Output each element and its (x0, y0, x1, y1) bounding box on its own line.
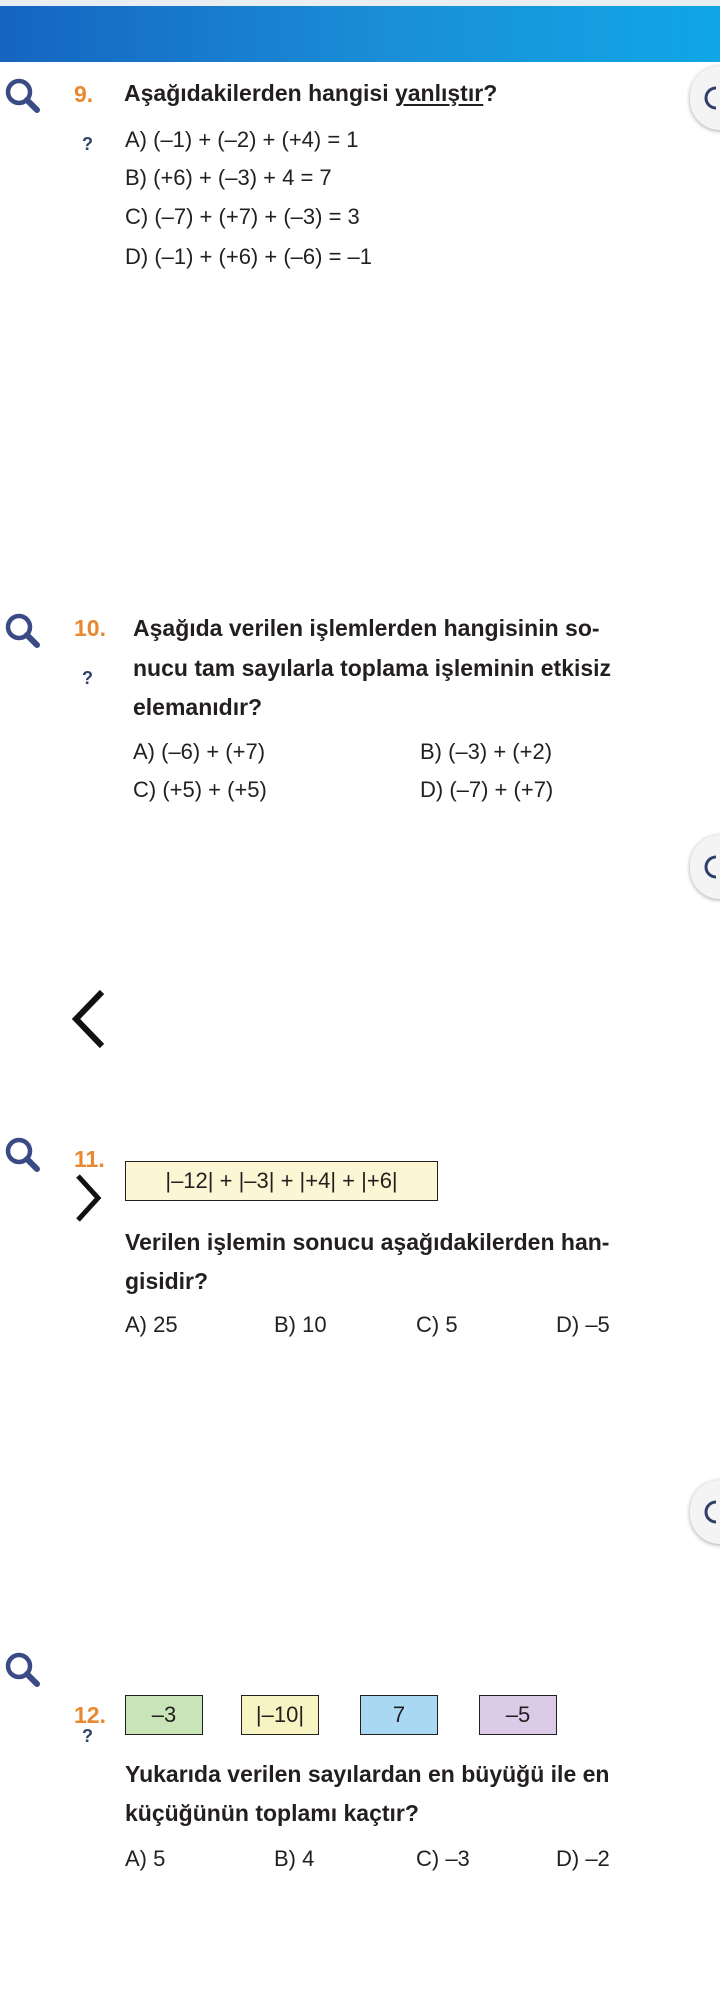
chevron-right-icon[interactable] (72, 1172, 104, 1229)
question-9-option-a[interactable]: A) (–1) + (–2) + (+4) = 1 (125, 127, 359, 152)
search-icon[interactable] (2, 611, 42, 651)
question-9-text-before: Aşağıdakilerden hangisi (124, 80, 395, 106)
question-9-text (124, 74, 497, 112)
question-11-number: 11. (74, 1146, 105, 1172)
question-12-line-2: küçüğünün toplamı kaçtır? (125, 1800, 419, 1826)
question-11-option-a[interactable]: A) 25 (125, 1312, 178, 1337)
question-12-option-b[interactable]: B) 4 (274, 1846, 315, 1871)
question-12-option-c[interactable]: C) –3 (416, 1846, 470, 1871)
question-11-expression: |–12| + |–3| + |+4| + |+6| (125, 1161, 438, 1201)
question-10-option-b[interactable]: B) (–3) + (+2) (420, 739, 553, 764)
question-mark-icon[interactable]: ? (82, 1726, 93, 1746)
number-box-2: |–10| (241, 1695, 319, 1735)
question-11-option-d[interactable]: D) –5 (556, 1312, 610, 1337)
side-tab-icon[interactable] (690, 835, 720, 899)
header-band (0, 0, 720, 62)
question-12-option-a[interactable]: A) 5 (125, 1846, 166, 1871)
question-11-option-b[interactable]: B) 10 (274, 1312, 327, 1337)
question-12-option-d[interactable]: D) –2 (556, 1846, 610, 1871)
question-11-line-2: gisidir? (125, 1268, 209, 1294)
question-11-option-c[interactable]: C) 5 (416, 1312, 458, 1337)
question-9-option-b[interactable]: B) (+6) + (–3) + 4 = 7 (125, 165, 332, 190)
question-9-number: 9. (74, 81, 94, 107)
question-mark-icon[interactable]: ? (82, 668, 93, 688)
question-10-line-3: elemanıdır? (133, 694, 263, 720)
number-box-1: –3 (125, 1695, 203, 1735)
question-10-number: 10. (74, 615, 106, 641)
search-icon[interactable] (2, 1135, 42, 1175)
question-9-text-after: ? (483, 80, 498, 106)
back-arrow-icon[interactable] (70, 988, 106, 1055)
question-9-text-underlined: yanlıştır (394, 80, 484, 106)
question-10-option-d[interactable]: D) (–7) + (+7) (420, 777, 554, 802)
question-10-line-2: nucu tam sayılarla toplama işleminin etkisiz (133, 655, 612, 681)
question-12-number: 12. (74, 1702, 106, 1728)
header-top-line (0, 0, 720, 6)
number-box-4: –5 (479, 1695, 557, 1735)
number-box-3: 7 (360, 1695, 438, 1735)
search-icon[interactable] (2, 1650, 42, 1690)
question-12-line-1: Yukarıda verilen sayılardan en büyüğü ile en (125, 1761, 610, 1787)
question-11-line-1: Verilen işlemin sonucu aşağıdakilerden han- (125, 1229, 610, 1255)
question-10-option-c[interactable]: C) (+5) + (+5) (133, 777, 267, 802)
question-10-option-a[interactable]: A) (–6) + (+7) (133, 739, 266, 764)
side-tab-icon[interactable] (690, 66, 720, 130)
question-9-option-c[interactable]: C) (–7) + (+7) + (–3) = 3 (125, 204, 360, 229)
side-tab-icon[interactable] (690, 1480, 720, 1544)
question-9-option-d[interactable]: D) (–1) + (+6) + (–6) = –1 (125, 244, 372, 269)
question-mark-icon[interactable]: ? (82, 134, 93, 154)
question-10-line-1: Aşağıda verilen işlemlerden hangisinin so- (133, 615, 600, 641)
search-icon[interactable] (2, 76, 42, 116)
